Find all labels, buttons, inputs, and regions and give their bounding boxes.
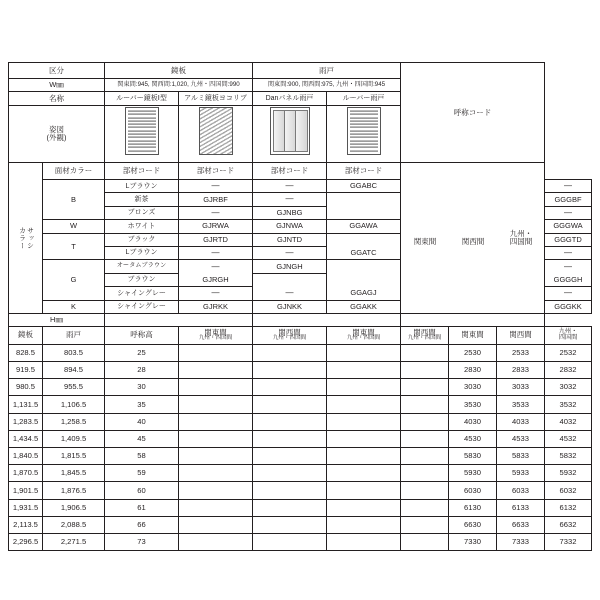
code-kansai: 6133 bbox=[497, 499, 545, 516]
code-kyushu: 4532 bbox=[545, 430, 592, 447]
size-amado: 1,876.5 bbox=[43, 482, 105, 499]
size-kagami: 828.5 bbox=[9, 344, 43, 361]
code-kansai: 6633 bbox=[497, 516, 545, 533]
size-kagami: 1,870.5 bbox=[9, 465, 43, 482]
blank-cell bbox=[327, 362, 401, 379]
kyushu-line2: 四国間 bbox=[509, 236, 533, 246]
size-kagami: 1,131.5 bbox=[9, 396, 43, 413]
blank-cell bbox=[401, 499, 449, 516]
table-row bbox=[9, 362, 592, 379]
blank-cell bbox=[401, 465, 449, 482]
blank-cell bbox=[253, 448, 327, 465]
blank-cell bbox=[327, 448, 401, 465]
code-cell: GGAGJ bbox=[327, 287, 401, 300]
size-kagami: 2,296.5 bbox=[9, 533, 43, 550]
sub-span-kyushu-text-4: 九州・四国間 bbox=[407, 335, 442, 342]
code-cell: — bbox=[545, 246, 592, 259]
code-kyushu: 2532 bbox=[545, 344, 592, 361]
code-cell: — bbox=[253, 287, 327, 300]
sash-color-K: K bbox=[43, 300, 105, 313]
product-name-2: アルミ鏡板ヨコリブ bbox=[179, 92, 253, 106]
code-kanto: 6130 bbox=[449, 499, 497, 516]
product-name-4: ルーバー雨戸 bbox=[327, 92, 401, 106]
product-name-3: Danパネル雨戸 bbox=[253, 92, 327, 106]
size-amado: 803.5 bbox=[43, 344, 105, 361]
code-kyushu: 3032 bbox=[545, 379, 592, 396]
code-col-kansai: 関西間 bbox=[497, 326, 545, 344]
parts-code-label-2: 部材コード bbox=[179, 163, 253, 180]
code-cell: GGGKK bbox=[545, 300, 592, 313]
blank-cell bbox=[401, 396, 449, 413]
blank-cell bbox=[179, 516, 253, 533]
blank-cell bbox=[253, 344, 327, 361]
blank-cell bbox=[327, 430, 401, 447]
figure-dan-panel bbox=[253, 106, 327, 163]
blank-cell bbox=[253, 465, 327, 482]
code-cell: GGAKK bbox=[327, 300, 401, 313]
kyushu-line1: 九州・ bbox=[509, 228, 533, 238]
table-row bbox=[9, 430, 592, 447]
panel-color-name: 新茶 bbox=[105, 193, 179, 206]
figure-alumi-yokorib bbox=[179, 106, 253, 163]
blank-cell bbox=[253, 413, 327, 430]
sub-span-kyushu-text-3: 九州・四国間 bbox=[346, 335, 381, 342]
code-cell: — bbox=[179, 287, 253, 300]
code-cell: GJNTD bbox=[253, 233, 327, 246]
code-cell: GGGBF bbox=[545, 193, 592, 206]
size-kosho: 61 bbox=[105, 499, 179, 516]
code-col-kansai-vertical: 関西間 bbox=[461, 236, 485, 246]
code-cell: GGABC bbox=[327, 180, 401, 193]
size-kosho: 66 bbox=[105, 516, 179, 533]
sub-kagami-label: 鏡板 bbox=[9, 326, 43, 344]
table-row bbox=[9, 396, 592, 413]
size-kagami: 2,113.5 bbox=[9, 516, 43, 533]
table-row bbox=[9, 448, 592, 465]
blank-cell bbox=[401, 516, 449, 533]
code-cell: GJNBG bbox=[253, 206, 327, 219]
panel-color-name: ホワイト bbox=[105, 220, 179, 233]
code-cell: — bbox=[545, 260, 592, 273]
sub-amado-label: 雨戸 bbox=[43, 326, 105, 344]
parts-code-label-3: 部材コード bbox=[253, 163, 327, 180]
size-kagami: 1,434.5 bbox=[9, 430, 43, 447]
panel-color-name: ブラウン bbox=[105, 273, 179, 286]
size-kosho: 59 bbox=[105, 465, 179, 482]
name-label: 名称 bbox=[9, 92, 105, 106]
blank-cell bbox=[327, 516, 401, 533]
code-kansai: 6033 bbox=[497, 482, 545, 499]
sash-color-label bbox=[9, 163, 43, 314]
sub-span-kanto bbox=[179, 326, 253, 344]
dan-panel-icon bbox=[270, 107, 310, 155]
size-kosho: 58 bbox=[105, 448, 179, 465]
code-cell: — bbox=[179, 260, 253, 273]
blank-cell bbox=[327, 396, 401, 413]
yokorib-panel-icon bbox=[199, 107, 233, 155]
panel-color-label: 面材カラー bbox=[43, 163, 105, 180]
code-cell: GJNKK bbox=[253, 300, 327, 313]
blank-cell bbox=[253, 482, 327, 499]
size-kosho: 40 bbox=[105, 413, 179, 430]
code-kansai: 4533 bbox=[497, 430, 545, 447]
size-kagami: 1,840.5 bbox=[9, 448, 43, 465]
table-row bbox=[9, 516, 592, 533]
size-kagami: 919.5 bbox=[9, 362, 43, 379]
code-kanto: 2830 bbox=[449, 362, 497, 379]
code-cell: GJRTD bbox=[179, 233, 253, 246]
code-col-kanto: 関東間 bbox=[449, 326, 497, 344]
size-amado: 1,845.5 bbox=[43, 465, 105, 482]
blank-cell bbox=[179, 396, 253, 413]
h-label: H㎜ bbox=[9, 313, 105, 326]
size-amado: 2,088.5 bbox=[43, 516, 105, 533]
code-cell: GGGTD bbox=[545, 233, 592, 246]
code-cell: — bbox=[179, 246, 253, 259]
table-row bbox=[9, 344, 592, 361]
width-kagami: 関東間:945, 関西間:1,020, 九州・四国間:990 bbox=[105, 79, 253, 92]
kubun-amado: 雨戸 bbox=[253, 63, 401, 79]
sash-color-B: B bbox=[43, 180, 105, 220]
product-name-1: ルーバー鏡板Ⅰ型 bbox=[105, 92, 179, 106]
code-cell: GGGWA bbox=[545, 220, 592, 233]
blank-cell bbox=[327, 465, 401, 482]
blank-cell bbox=[253, 516, 327, 533]
blank-cell bbox=[401, 448, 449, 465]
size-amado: 955.5 bbox=[43, 379, 105, 396]
blank-cell bbox=[327, 413, 401, 430]
code-kanto: 2530 bbox=[449, 344, 497, 361]
code-cell bbox=[327, 260, 401, 273]
blank-cell bbox=[401, 362, 449, 379]
h-spacer-code bbox=[401, 313, 545, 326]
code-cell: — bbox=[545, 287, 592, 300]
code-kanto: 6630 bbox=[449, 516, 497, 533]
code-cell: GJRGH bbox=[179, 273, 253, 286]
blank-cell bbox=[179, 413, 253, 430]
code-kyushu: 6132 bbox=[545, 499, 592, 516]
code-col-kyushu-line1: 九州・ bbox=[558, 327, 578, 335]
code-cell: GJNGH bbox=[253, 260, 327, 273]
blank-cell bbox=[327, 379, 401, 396]
code-kanto: 6030 bbox=[449, 482, 497, 499]
width-label: W㎜ bbox=[9, 79, 105, 92]
row-parts-code-header bbox=[9, 163, 592, 180]
blank-cell bbox=[401, 533, 449, 550]
size-kagami: 1,931.5 bbox=[9, 499, 43, 516]
sub-kosho-label: 呼称高 bbox=[105, 326, 179, 344]
code-cell: — bbox=[545, 180, 592, 193]
parts-code-label-4: 部材コード bbox=[327, 163, 401, 180]
code-header-spacer bbox=[401, 163, 545, 314]
panel-color-name: シャイングレー bbox=[105, 287, 179, 300]
size-amado: 894.5 bbox=[43, 362, 105, 379]
code-kanto: 5930 bbox=[449, 465, 497, 482]
louver-panel-icon bbox=[125, 107, 159, 155]
size-kosho: 25 bbox=[105, 344, 179, 361]
code-cell: GGGGH bbox=[545, 273, 592, 286]
code-cell: — bbox=[545, 206, 592, 219]
code-kyushu: 5832 bbox=[545, 448, 592, 465]
code-kyushu: 5932 bbox=[545, 465, 592, 482]
blank-cell bbox=[179, 430, 253, 447]
size-kagami: 1,283.5 bbox=[9, 413, 43, 430]
blank-cell bbox=[179, 362, 253, 379]
size-kosho: 28 bbox=[105, 362, 179, 379]
code-kyushu: 2832 bbox=[545, 362, 592, 379]
sash-color-G: G bbox=[43, 260, 105, 300]
kubun-kagami: 鏡板 bbox=[105, 63, 253, 79]
sub-span-kansai-2 bbox=[401, 326, 449, 344]
code-cell bbox=[327, 233, 401, 246]
code-col-kyushu bbox=[545, 326, 592, 344]
code-kansai: 5833 bbox=[497, 448, 545, 465]
size-amado: 1,906.5 bbox=[43, 499, 105, 516]
h-spacer-right bbox=[253, 313, 401, 326]
code-kansai: 3033 bbox=[497, 379, 545, 396]
code-cell: GJRWA bbox=[179, 220, 253, 233]
size-amado: 1,106.5 bbox=[43, 396, 105, 413]
sub-span-kanto-2 bbox=[327, 326, 401, 344]
blank-cell bbox=[179, 482, 253, 499]
blank-cell bbox=[179, 379, 253, 396]
table-row bbox=[9, 482, 592, 499]
blank-cell bbox=[179, 344, 253, 361]
sub-span-kyushu-text: 九州・四国間 bbox=[198, 335, 233, 342]
blank-cell bbox=[401, 379, 449, 396]
sub-span-kansai bbox=[253, 326, 327, 344]
width-amado: 関東間:900, 関西間:975, 九州・四国間:945 bbox=[253, 79, 401, 92]
size-amado: 2,271.5 bbox=[43, 533, 105, 550]
sash-color-T: T bbox=[43, 233, 105, 260]
code-kanto: 4030 bbox=[449, 413, 497, 430]
row-kubun bbox=[9, 63, 592, 79]
code-kanto: 3030 bbox=[449, 379, 497, 396]
specification-table bbox=[8, 62, 592, 551]
code-kyushu: 6032 bbox=[545, 482, 592, 499]
size-kosho: 35 bbox=[105, 396, 179, 413]
table-row bbox=[9, 465, 592, 482]
row-h-label bbox=[9, 313, 592, 326]
kubun-label: 区分 bbox=[9, 63, 105, 79]
blank-cell bbox=[253, 362, 327, 379]
code-cell bbox=[327, 206, 401, 219]
sub-span-kanto-text: 関東間 bbox=[204, 327, 227, 337]
parts-code-label-1: 部材コード bbox=[105, 163, 179, 180]
sub-span-kanto-text-2: 関東間 bbox=[352, 327, 375, 337]
table-row bbox=[9, 499, 592, 516]
code-cell: — bbox=[179, 206, 253, 219]
size-kosho: 45 bbox=[105, 430, 179, 447]
code-kyushu: 4032 bbox=[545, 413, 592, 430]
panel-color-name: オータムブラウン bbox=[105, 260, 179, 273]
code-cell: GJNWA bbox=[253, 220, 327, 233]
table-row bbox=[9, 379, 592, 396]
code-cell: — bbox=[253, 180, 327, 193]
spec-sheet bbox=[8, 62, 592, 551]
blank-cell bbox=[327, 499, 401, 516]
louver-amado-icon bbox=[347, 107, 381, 155]
panel-color-name: ブラック bbox=[105, 233, 179, 246]
code-cell bbox=[327, 193, 401, 206]
size-kosho: 30 bbox=[105, 379, 179, 396]
blank-cell bbox=[327, 344, 401, 361]
code-kyushu: 3532 bbox=[545, 396, 592, 413]
size-kosho: 60 bbox=[105, 482, 179, 499]
blank-cell bbox=[179, 533, 253, 550]
code-kanto: 7330 bbox=[449, 533, 497, 550]
blank-cell bbox=[401, 413, 449, 430]
size-amado: 1,815.5 bbox=[43, 448, 105, 465]
table-row bbox=[9, 533, 592, 550]
blank-cell bbox=[401, 344, 449, 361]
code-cell: GJRKK bbox=[179, 300, 253, 313]
size-amado: 1,409.5 bbox=[43, 430, 105, 447]
sub-span-kansai-text: 関西間 bbox=[278, 327, 301, 337]
blank-cell bbox=[253, 533, 327, 550]
table-row bbox=[9, 413, 592, 430]
sub-span-kyushu-text-2: 九州・四国間 bbox=[272, 335, 307, 342]
size-kagami: 1,901.5 bbox=[9, 482, 43, 499]
figure-louver-kagami bbox=[105, 106, 179, 163]
code-header-label: 呼称コード bbox=[401, 63, 545, 163]
panel-color-name: Lブラウン bbox=[105, 246, 179, 259]
h-spacer-left bbox=[105, 313, 253, 326]
blank-cell bbox=[401, 482, 449, 499]
blank-cell bbox=[253, 499, 327, 516]
blank-cell bbox=[327, 533, 401, 550]
figure-label bbox=[9, 106, 105, 163]
blank-cell bbox=[179, 448, 253, 465]
code-cell bbox=[253, 273, 327, 286]
code-kyushu: 7332 bbox=[545, 533, 592, 550]
code-kansai: 3533 bbox=[497, 396, 545, 413]
sash-color-W: W bbox=[43, 220, 105, 233]
code-kansai: 2833 bbox=[497, 362, 545, 379]
code-kanto: 4530 bbox=[449, 430, 497, 447]
size-amado: 1,258.5 bbox=[43, 413, 105, 430]
code-kansai: 4033 bbox=[497, 413, 545, 430]
sash-color-line2: カラー bbox=[18, 226, 26, 250]
blank-cell bbox=[253, 430, 327, 447]
panel-color-name: Lブラウン bbox=[105, 180, 179, 193]
code-cell: GGAWA bbox=[327, 220, 401, 233]
figure-label-line2: (外観) bbox=[46, 133, 67, 142]
code-cell: — bbox=[179, 180, 253, 193]
row-subheader bbox=[9, 326, 592, 344]
code-kansai: 5933 bbox=[497, 465, 545, 482]
code-kanto: 5830 bbox=[449, 448, 497, 465]
sub-span-kansai-text-2: 関西間 bbox=[413, 327, 436, 337]
code-cell: — bbox=[253, 193, 327, 206]
code-kyushu: 6632 bbox=[545, 516, 592, 533]
blank-cell bbox=[253, 379, 327, 396]
sash-color-line1: サッシ bbox=[26, 226, 34, 250]
blank-cell bbox=[401, 430, 449, 447]
code-cell bbox=[327, 273, 401, 286]
blank-cell bbox=[253, 396, 327, 413]
blank-cell bbox=[179, 465, 253, 482]
code-kansai: 7333 bbox=[497, 533, 545, 550]
code-col-kanto-vertical: 関東間 bbox=[413, 236, 437, 246]
code-kanto: 3530 bbox=[449, 396, 497, 413]
code-cell: — bbox=[253, 246, 327, 259]
panel-color-name: ブロンズ bbox=[105, 206, 179, 219]
code-col-kyushu-vertical bbox=[497, 230, 545, 247]
panel-color-name: シャイングレー bbox=[105, 300, 179, 313]
size-kagami: 980.5 bbox=[9, 379, 43, 396]
figure-label-line1: 姿図 bbox=[49, 125, 64, 135]
code-cell: GJRBF bbox=[179, 193, 253, 206]
code-kansai: 2533 bbox=[497, 344, 545, 361]
figure-louver-amado bbox=[327, 106, 401, 163]
code-cell: GGATC bbox=[327, 246, 401, 259]
blank-cell bbox=[327, 482, 401, 499]
size-kosho: 73 bbox=[105, 533, 179, 550]
code-col-kyushu-line2: 四国間 bbox=[558, 334, 578, 342]
blank-cell bbox=[179, 499, 253, 516]
